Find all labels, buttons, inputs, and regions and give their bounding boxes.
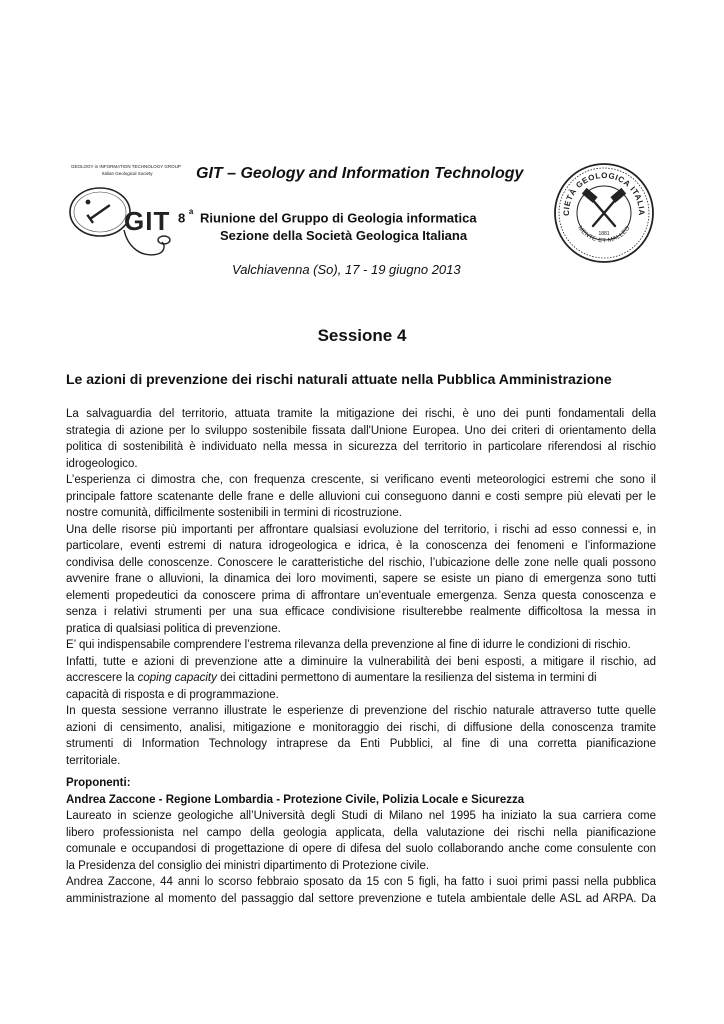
text-line: senza i relativi strumenti per una sua efficace condivisione risulterebbe realmente difficoltosa la messa in: [66, 606, 656, 618]
text-line: azioni di censimento, analisi, mitigazione e monitoraggio dei rischi, di diffusione della conoscenza tramite: [66, 721, 656, 734]
text-line: particolare, eventi estremi di natura idrogeologica e idrica, è la conoscenza dei fenomeni e l’informazione: [66, 540, 656, 552]
seal-ring-text: CIETÀ GEOLOGICA ITALIA: [561, 170, 647, 216]
text-line: capacità di risposta e di programmazione.: [66, 688, 279, 701]
logo-caption-group: GEOLOGY in INFORMATION TECHNOLOGY GROUP: [71, 164, 181, 169]
text-line: E’ qui indispensabile comprendere l’estrema rilevanza della prevenzione al fine di idurre le condizioni di rischio.: [66, 639, 631, 651]
meeting-ordinal: a: [188, 207, 194, 216]
meeting-text: Riunione del Gruppo di Geologia informatica: [199, 210, 477, 226]
text-line: condivisa delle conoscenze. Conoscere le caratteristiche del rischio, l’ubicazione delle zone nelle quali possono: [66, 556, 656, 569]
logo-git-word: GIT: [124, 206, 171, 236]
text-line: nostre comunità, difficilmente sostenibili in termini di ricostruzione.: [66, 507, 402, 519]
proponent-name: Andrea Zaccone - Regione Lombardia - Protezione Civile, Polizia Locale e Sicurezza: [66, 793, 525, 806]
text-line: territoriale.: [66, 754, 121, 767]
seal-year: 1881: [598, 231, 610, 237]
intro-text: [66, 406, 656, 769]
hammers-icon: [583, 190, 624, 226]
proponents-heading: Proponenti:: [66, 777, 131, 789]
venue-dates: Valchiavenna (So), 17 - 19 giugno 2013: [232, 262, 461, 277]
text-line: strategia di azione per lo sviluppo sostenibile fissata dall'Unione Europea. Uno dei criteri di orientamento della: [66, 424, 656, 437]
logo-caption-society: Italian Geological Society: [102, 171, 153, 176]
meeting-number: 8: [178, 210, 186, 226]
text-line: Andrea Zaccone, 44 anni lo scorso febbraio sposato da 15 con 5 figli, ha fatto i suoi primi passi nella pubblica: [66, 876, 656, 888]
text-line: politica di sostenibilità è individuato nella messa in sicurezza del territorio in particolare riferendosi al rischio: [66, 441, 656, 453]
text-line: strumenti di Information Technology intraprese da Enti Pubblici, al fine di una corretta pianificazione: [66, 738, 656, 750]
session-subtitle: Le azioni di prevenzione dei rischi naturali attuate nella Pubblica Amministrazione: [66, 371, 612, 387]
seal-motto: MENTE ET MALLEO: [576, 225, 632, 245]
italic-term: coping capacity: [137, 672, 217, 684]
text-line: comunale e occupandosi di progettazione di opere di difesa del suolo collaborando anche come consulente con: [66, 843, 656, 855]
text-line: Infatti, tutte e azioni di prevenzione atte a diminuire la vulnerabilità dei beni esposti, a mitigare il rischio, ad: [66, 655, 656, 668]
seal-drawing: [553, 162, 655, 264]
text-line: amministrazione al momento del passaggio dal settore prevenzione e tutela ambientale delle ASL ad ARPA. Da: [66, 892, 656, 905]
text-line: pratica di qualsiasi politica di prevenzione.: [66, 622, 281, 635]
text-line: Laureato in scienze geologiche all’Università degli Studi di Milano nel 1995 ha iniziato la sua carriera come: [66, 810, 656, 822]
text-line-mixed: [66, 670, 656, 687]
git-logo: [66, 158, 184, 268]
text-line: la Presidenza del consiglio dei ministri dipartimento di Protezione civile.: [66, 859, 430, 872]
text-line: L’esperienza ci dimostra che, con frequenza crescente, si verificano eventi meteorologici estremi che sono il: [66, 474, 656, 486]
text-line: idrogeologico.: [66, 457, 138, 470]
text-line: avvenire frane o alluvioni, la dinamica dei loro movimenti, sapere se esiste un piano di emergenza sono tutti: [66, 573, 656, 585]
text-segment: dei cittadini permettono di aumentare la resilienza del sistema in termini di: [216, 672, 597, 684]
text-line: Una delle risorse più importanti per affrontare qualsiasi evoluzione del territorio, i rischi ad esso connessi e, in: [66, 523, 656, 536]
meeting-title: [178, 207, 477, 226]
text-line: In questa sessione verranno illustrate le esperienze di prevenzione del rischio naturale attraverso tutte quelle: [66, 705, 656, 717]
society-seal: [553, 162, 655, 264]
section-line: Sezione della Società Geologica Italiana: [220, 228, 468, 243]
header-title: GIT – Geology and Information Technology: [196, 165, 524, 182]
text-line: principale fattore scatenante delle frane e delle alluvioni cui conseguono danni e costi sempre più elevati per le: [66, 490, 656, 503]
text-line: La salvaguardia del territorio, attuata tramite la mitigazione dei rischi, è uno dei punti fondamentali della: [66, 408, 656, 420]
text-segment: accrescere la: [66, 672, 138, 684]
text-line: elementi propedeutici da conoscere prima di affrontare un'eventuale emergenza. Senza questa conoscenza e: [66, 589, 656, 602]
session-heading: Sessione 4: [317, 326, 407, 345]
text-line: libero professionista nel campo della geologia applicata, della valutazione dei rischi nella pianificazione: [66, 826, 656, 839]
proponents-section: [66, 775, 656, 907]
